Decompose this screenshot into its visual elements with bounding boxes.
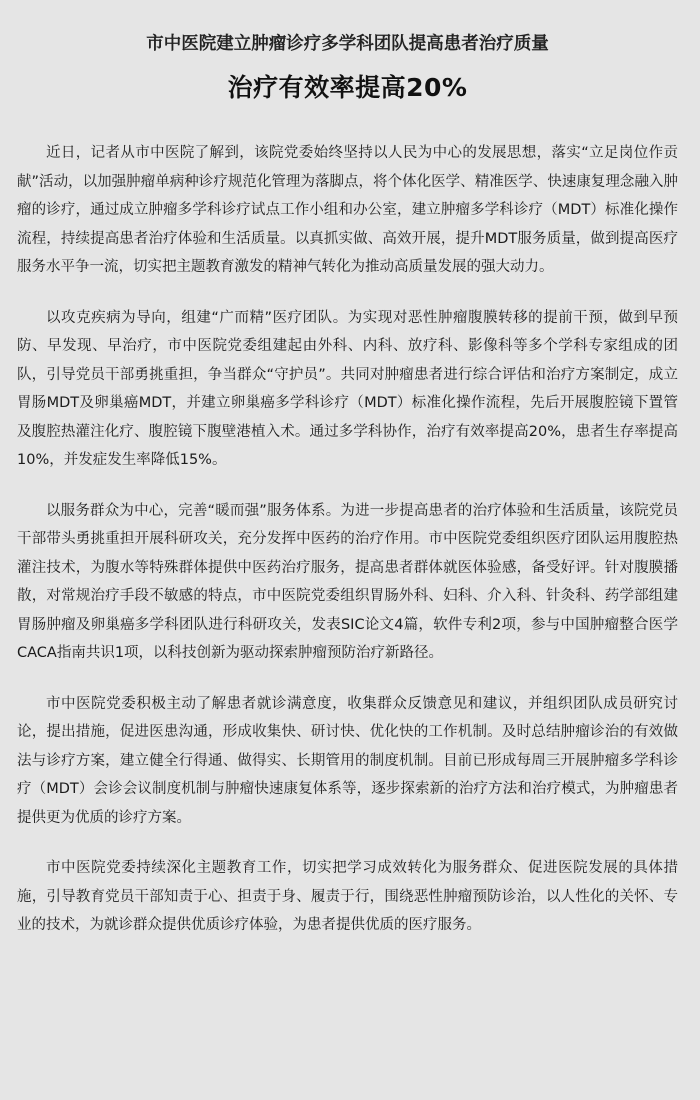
article-paragraph-1: 近日，记者从市中医院了解到，该院党委始终坚持以人民为中心的发展思想，落实“立足岗位作贡献”活动，以加强肿瘤单病种诊疗规范化管理为落脚点，将个体化医学、精准医学、快速康复理念融入肿瘤的诊疗，通过成立肿瘤多学科诊疗试点工作小组和办公室，建立肿瘤多学科诊疗（MDT）标准化操作流程，持续提高患者治疗体验和生活质量。以真抓实做、高效开展，提升MDT服务质量，做到提高医疗服务水平争一流，切实把主题教育激发的精神气转化为推动高质量发展的强大动力。 xyxy=(17,145,678,275)
article-paragraph-3: 以服务群众为中心，完善“暖而强”服务体系。为进一步提高患者的治疗体验和生活质量，该院党员干部带头勇挑重担开展科研攻关，充分发挥中医药的治疗作用。市中医院党委组织医疗团队运用腹腔热灌注技术，为腹水等特殊群体提供中医药治疗服务，提高患者群体就医体验感，备受好评。针对腹膜播散，对常规治疗手段不敏感的特点，市中医院党委组织胃肠外科、妇科、介入科、针灸科、药学部组建胃肠肿瘤及卵巢癌多学科团队进行科研攻关，发表SIC论文4篇，软件专利2项，参与中国肿瘤整合医学CACA指南共识1项，以科技创新为驱动探索肿瘤预防治疗新路径。 xyxy=(17,502,678,661)
article-headline: 治疗有效率提高20% xyxy=(227,73,468,102)
article-subtitle: 市中医院建立肿瘤诊疗多学科团队提高患者治疗质量 xyxy=(146,34,549,54)
article-paragraph-4: 市中医院党委积极主动了解患者就诊满意度，收集群众反馈意见和建议，并组织团队成员研究讨论，提出措施，促进医患沟通，形成收集快、研讨快、优化快的工作机制。及时总结肿瘤诊治的有效做法与诊疗方案，建立健全行得通、做得实、长期管用的制度机制。目前已形成每周三开展肿瘤多学科诊疗（MDT）会诊会议制度机制与肿瘤快速康复体系等，逐步探索新的治疗方法和治疗模式，为肿瘤患者提供更为优质的诊疗方案。 xyxy=(17,695,678,826)
article-paragraph-5: 市中医院党委持续深化主题教育工作，切实把学习成效转化为服务群众、促进医院发展的具体措施，引导教育党员干部知责于心、担责于身、履责于行，围绕恶性肿瘤预防诊治，以人性化的关怀、专业的技术，为就诊群众提供优质诊疗体验，为患者提供优质的医疗服务。 xyxy=(17,860,678,933)
article-paragraph-2: 以攻克疾病为导向，组建“广而精”医疗团队。为实现对恶性肿瘤腹膜转移的提前干预，做到早预防、早发现、早治疗，市中医院党委组建起由外科、内科、放疗科、影像科等多个学科专家组成的团队，引导党员干部勇挑重担，争当群众“守护员”。共同对肿瘤患者进行综合评估和治疗方案制定，成立胃肠MDT及卵巢癌MDT，并建立卵巢癌多学科诊疗（MDT）标准化操作流程，先后开展腹腔镜下置管及腹腔热灌注化疗、腹腔镜下腹壁港植入术。通过多学科协作，治疗有效率提高20%，患者生存率提高10%，并发症发生率降低15%。 xyxy=(17,309,678,468)
article-body xyxy=(17,139,678,940)
